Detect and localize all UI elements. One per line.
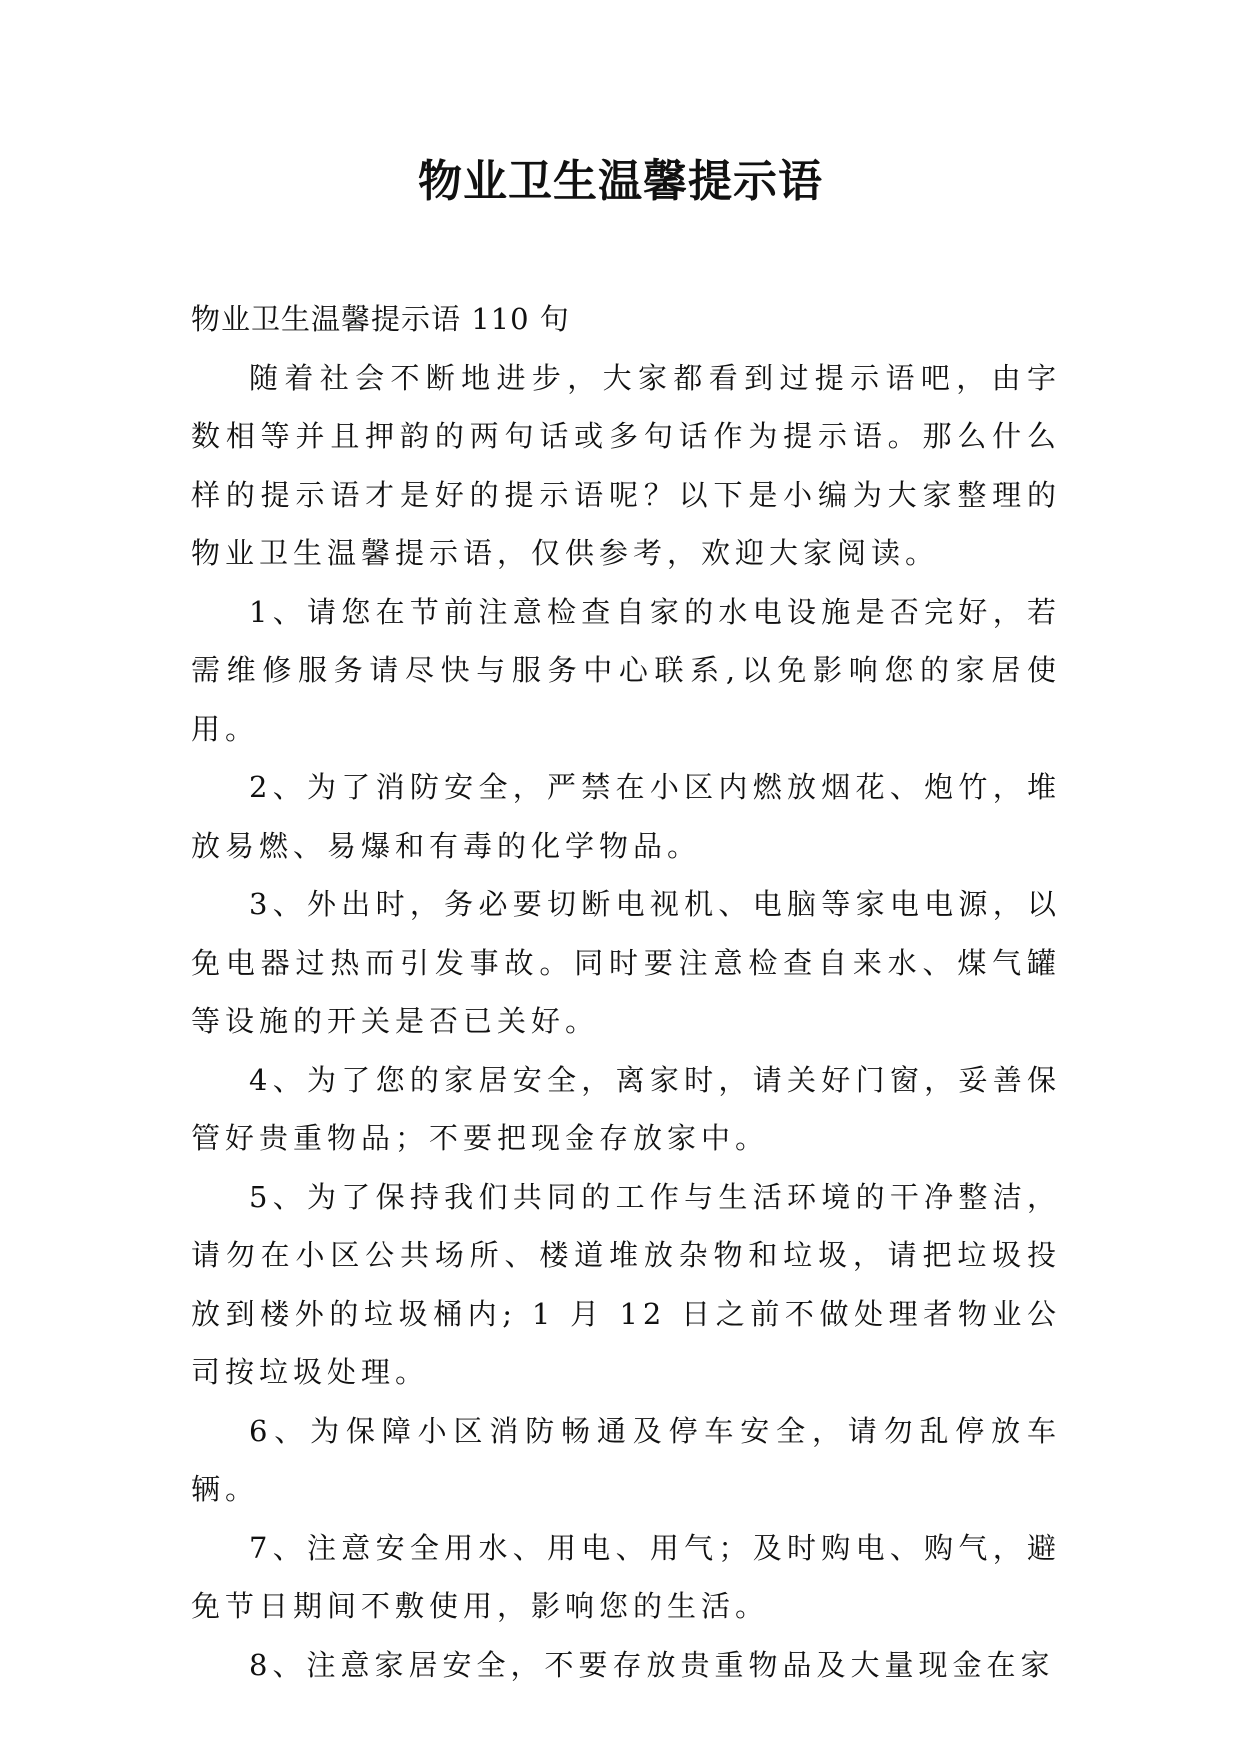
tip-paragraph-2: 2、为了消防安全，严禁在小区内燃放烟花、炮竹，堆放易燃、易爆和有毒的化学物品。: [191, 770, 1061, 863]
tip-paragraph-3: 3、外出时，务必要切断电视机、电脑等家电电源，以免电器过热而引发事故。同时要注意检查自来水、煤气罐等设施的开关是否已关好。: [191, 887, 1061, 1038]
tip-paragraph-5: 5、为了保持我们共同的工作与生活环境的干净整洁，请勿在小区公共场所、楼道堆放杂物和垃圾，请把垃圾投放到楼外的垃圾桶内; 1 月 12 日之前不做处理者物业公司按垃圾处理。: [191, 1179, 1061, 1389]
document-title: 物业卫生温馨提示语: [418, 156, 823, 207]
tip-paragraph-7: 7、注意安全用水、用电、用气；及时购电、购气，避免节日期间不敷使用，影响您的生活。: [191, 1530, 1061, 1623]
tip-paragraph-4: 4、为了您的家居安全，离家时，请关好门窗，妥善保管好贵重物品；不要把现金存放家中。: [191, 1062, 1061, 1155]
document-subtitle: 物业卫生温馨提示语 110 句: [191, 302, 570, 336]
document-body: [191, 290, 1061, 1694]
tip-paragraph-8: 8、注意家居安全，不要存放贵重物品及大量现金在家: [249, 1647, 1055, 1682]
tip-paragraph-6: 6、为保障小区消防畅通及停车安全，请勿乱停放车辆。: [191, 1413, 1061, 1506]
tip-paragraph-1: 1、请您在节前注意检查自家的水电设施是否完好，若需维修服务请尽快与服务中心联系,以免影响您的家居使用。: [191, 594, 1061, 746]
intro-paragraph: 随着社会不断地进步，大家都看到过提示语吧，由字数相等并且押韵的两句话或多句话作为提示语。那么什么样的提示语才是好的提示语呢？以下是小编为大家整理的物业卫生温馨提示语，仅供参考，欢迎大家阅读。: [191, 360, 1061, 570]
